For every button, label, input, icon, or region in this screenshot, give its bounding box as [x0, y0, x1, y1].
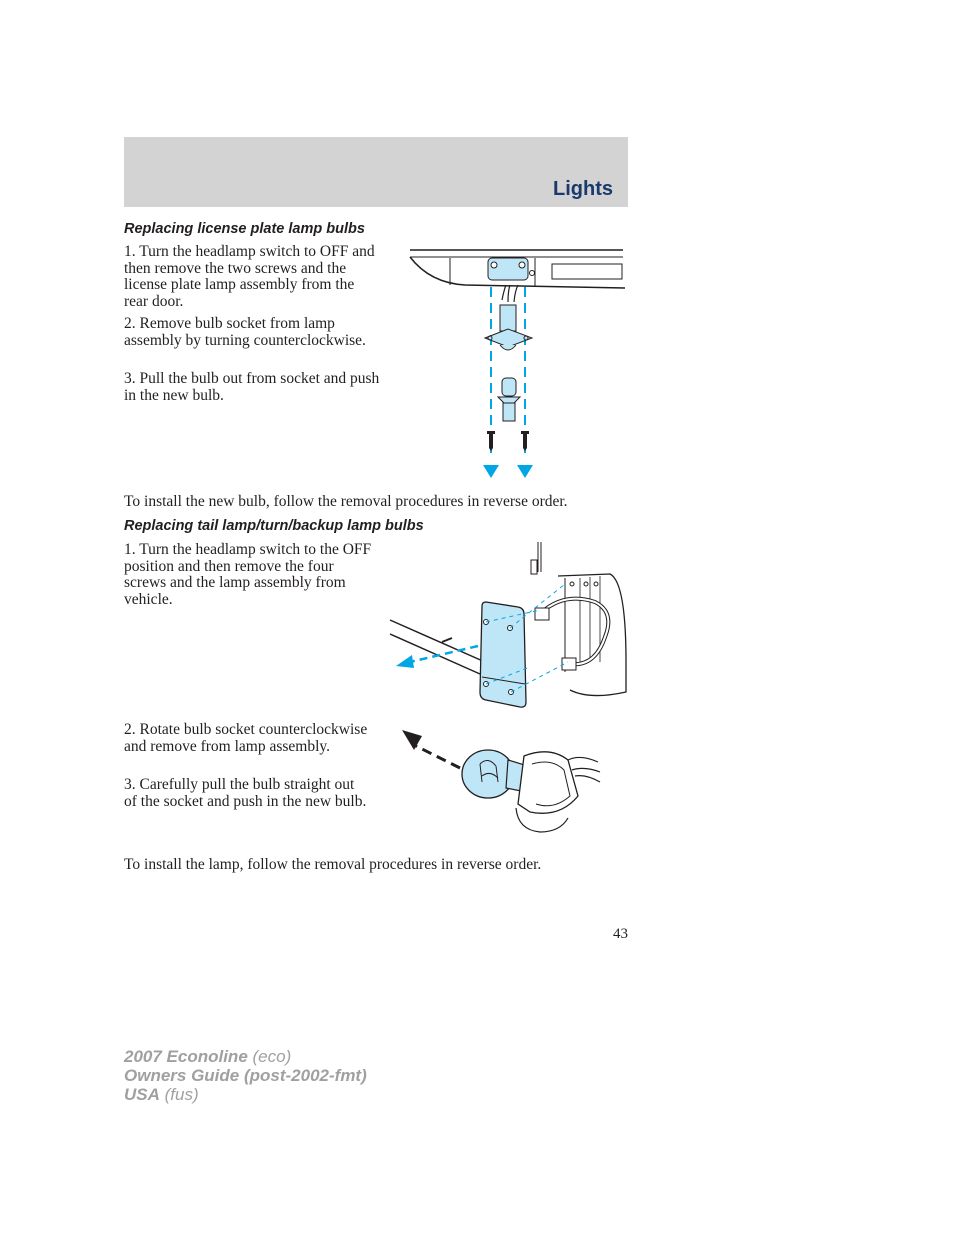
- section-title: Lights: [553, 178, 613, 200]
- license-step-2: 2. Remove bulb socket from lamp assembly by turning counterclockwise.: [124, 315, 366, 349]
- license-plate-heading: Replacing license plate lamp bulbs: [124, 221, 365, 237]
- tail-lamp-assembly-illustration: [390, 542, 628, 712]
- footer-guide-line: [124, 1067, 367, 1085]
- footer-model-line: [124, 1048, 291, 1066]
- section-header-band: [124, 137, 628, 207]
- license-plate-lamp-illustration: [410, 245, 628, 480]
- tail-step-2: 2. Rotate bulb socket counterclockwise and remove from lamp assembly.: [124, 721, 368, 755]
- footer-guide: Owners Guide (post-2002-fmt): [124, 1066, 367, 1085]
- license-step-3: 3. Pull the bulb out from socket and push in the new bulb.: [124, 370, 380, 404]
- license-step-1: 1. Turn the headlamp switch to OFF and then remove the two screws and the license plate lamp assembly from the rear door.: [124, 243, 375, 310]
- footer-region-line: [124, 1086, 199, 1104]
- footer-region: USA: [124, 1085, 160, 1104]
- footer-region-code: (fus): [159, 1085, 199, 1104]
- tail-install-note: To install the lamp, follow the removal procedures in reverse order.: [124, 856, 542, 873]
- license-install-note: To install the new bulb, follow the removal procedures in reverse order.: [124, 493, 568, 510]
- footer-model: 2007 Econoline: [124, 1047, 248, 1066]
- tail-step-1: 1. Turn the headlamp switch to the OFF position and then remove the four screws and the lamp assembly from vehicle.: [124, 541, 372, 608]
- page-number: 43: [613, 926, 628, 942]
- tail-step-3: 3. Carefully pull the bulb straight out of the socket and push in the new bulb.: [124, 776, 367, 810]
- bulb-removal-illustration: [400, 726, 605, 838]
- tail-lamp-heading: Replacing tail lamp/turn/backup lamp bulbs: [124, 518, 424, 534]
- footer-model-code: (eco): [247, 1047, 292, 1066]
